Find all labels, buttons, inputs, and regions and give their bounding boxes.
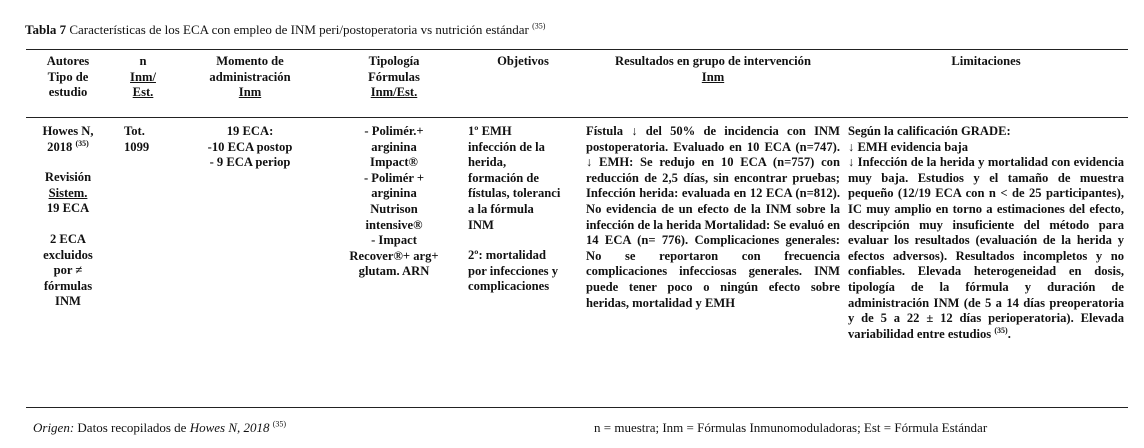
header-limitaciones: Limitaciones (951, 54, 1021, 68)
cell-tipologia: - Polimér.+ arginina Impact® - Polimér + arginina Nutrison intensive® - Impact Recover®+ arg+ glutam. ARN (349, 124, 439, 279)
header-n: n Inm/ Est. (130, 54, 156, 100)
table-title: Características de los ECA con empleo de INM peri/postoperatoria vs nutrición estándar (69, 22, 529, 37)
footer-legend: n = muestra; Inm = Fórmulas Inmunomoduladoras; Est = Fórmula Estándar (594, 420, 988, 435)
cell-limitaciones: Según la calificación GRADE: ↓ EMH evidencia baja ↓ Infección de la herida y mortalidad con evidencia muy baja. Estudios y el tamaño de muestra pequeño (12/19 ECA con n < de 25 participantes), IC muy amplio en torno a estimaciones del efecto, descripción muy insuficiente del método para evaluar los resultados (evaluación de la herida y efectos adversos). Resultados incompletos y no confiables. Elevada heterogeneidad en dosis, tipología de la fórmula y duración de administración INM (de 5 a 14 días preoperatoria y de 5 a 22 ± 12 días perioperatoria). Elevada variabilidad entre estudios $^{(35)}$. (848, 124, 1124, 341)
table-title-ref: (35) (532, 21, 546, 31)
cell-n: Tot. 1099 (124, 124, 150, 154)
cell-resultados (582, 118, 844, 408)
eca-table (26, 49, 1128, 408)
header-row (26, 50, 1128, 118)
cell-objetivos: 1º EMH infección de la herida, formación de fístulas, toleranci a la fórmula INM 2º: mortalidad por infecciones y complicaciones (468, 124, 561, 294)
header-autores: Autores Tipo de estudio (46, 54, 90, 100)
resultados-text: Fístula ↓ del 50% de incidencia con INM postoperatoria. Evaluado en 10 ECA (n=747). ↓ EMH: Se redujo en 10 ECA (n=757) con reducción de 2,5 días, sin encontrar pruebas; Infección herida: evaluada en 12 ECA (n=812). No evidencia de un efecto de la INM sobre la infección de la herida Mortalidad: Se evaluó en 14 ECA (n= 776). Complicaciones generales: No se reportaron con frecuencia complicaciones infecciosas generales. INM puede tener poco o ningún efecto sobre heridas, mortalidad y EMH (586, 124, 840, 310)
footer-origen: Origen: Datos recopilados de Howes N, 2018 $^{(35)}$ (33, 419, 287, 435)
cell-autores: Howes N, 2018 $^{(35)}$ Revisión Sistem. 19 ECA 2 ECA excluidos por ≠ fórmulas INM (42, 124, 94, 309)
header-objetivos: Objetivos (497, 54, 549, 68)
table-label: Tabla 7 (25, 22, 67, 37)
header-resultados: Resultados en grupo de intervención Inm (615, 54, 811, 84)
table-row (26, 118, 1128, 408)
header-tipologia: Tipología Fórmulas Inm/Est. (368, 54, 420, 100)
table-caption (25, 22, 545, 38)
cell-momento: 19 ECA: -10 ECA postop - 9 ECA periop (207, 124, 293, 170)
header-momento: Momento de administración Inm (209, 54, 291, 100)
